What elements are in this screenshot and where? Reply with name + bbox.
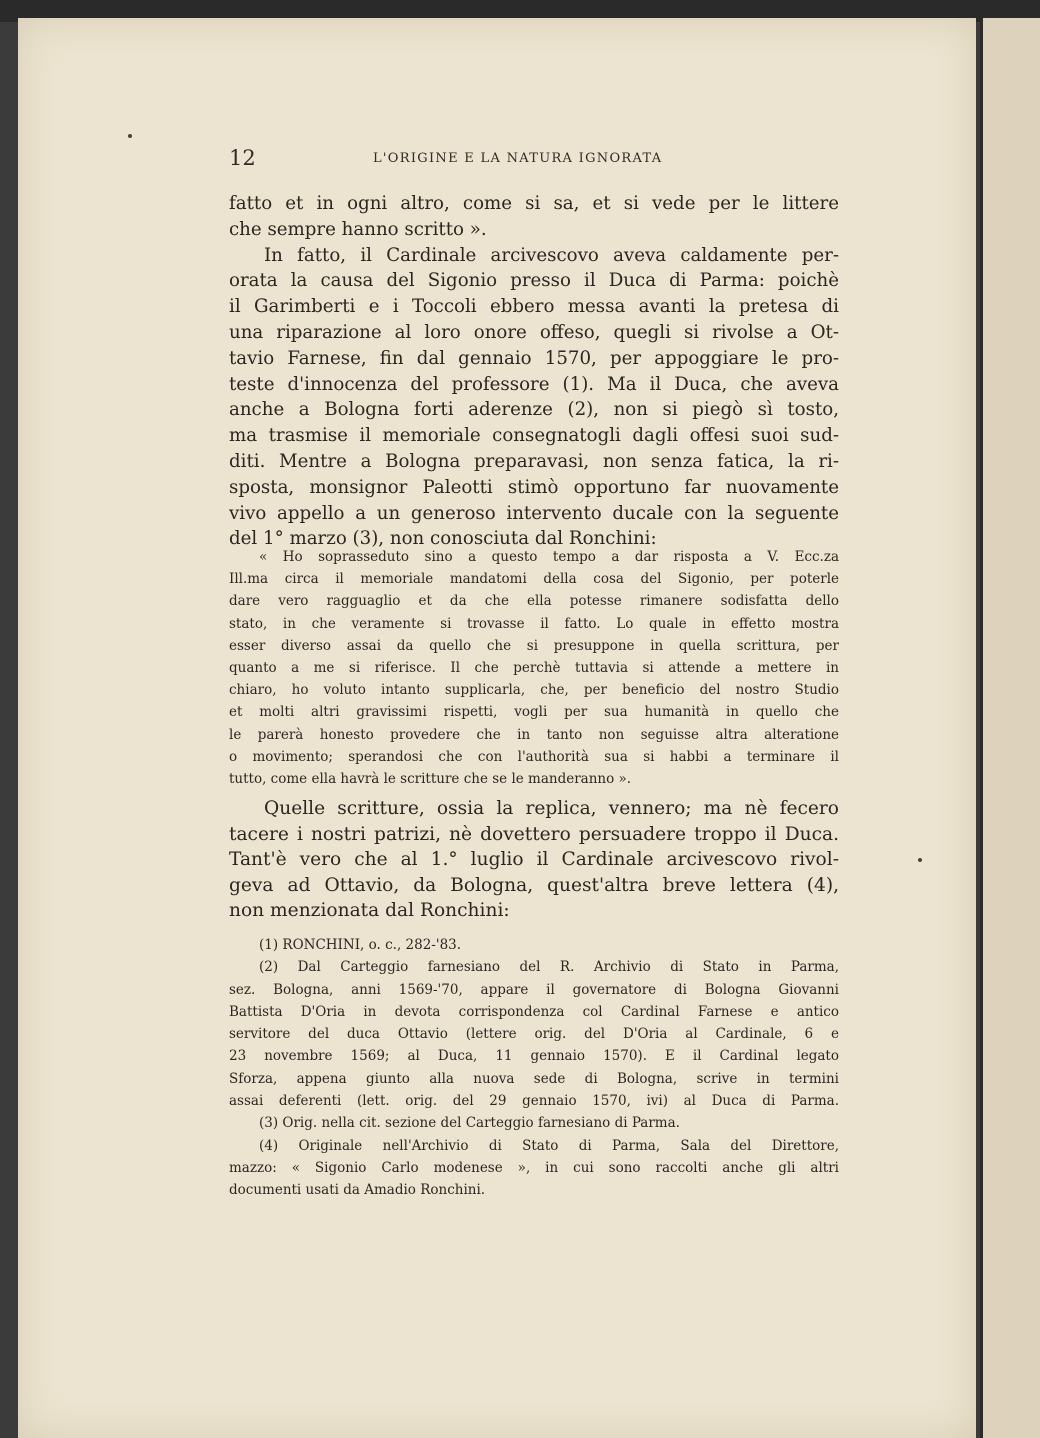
text-line: In fatto, il Cardinale arcivescovo aveva caldamente per- [264,244,839,266]
quote-line: et molti altri gravissimi rispetti, vogli per sua humanità in quello che [229,704,839,721]
text-line: teste d'innocenza del professore (1). Ma il Duca, che aveva [229,373,839,395]
text-line: una riparazione al loro onore offeso, quegli si rivolse a Ot- [229,321,839,343]
footnote-line: (1) RONCHINI, o. c., 282-'83. [259,937,462,953]
footnote-line: (2) Dal Carteggio farnesiano del R. Archivio di Stato in Parma, [259,959,839,976]
page-header [229,146,839,172]
footnote-line: servitore del duca Ottavio (lettere orig. del D'Oria al Cardinale, 6 e [229,1026,839,1043]
running-title: L'ORIGINE E LA NATURA IGNORATA [373,151,663,166]
text-line: diti. Mentre a Bologna preparavasi, non senza fatica, la ri- [229,450,839,472]
text-line: sposta, monsignor Paleotti stimò opportuno far nuovamente [229,476,839,498]
paper-speck [128,134,132,138]
text-line: non menzionata dal Ronchini: [229,900,510,921]
adjacent-page-edge [980,18,1040,1438]
text-line: che sempre hanno scritto ». [229,218,487,240]
body-paragraph-2 [229,796,839,924]
footnote-line: 23 novembre 1569; al Duca, 11 gennaio 1570). E il Cardinal legato [229,1048,839,1065]
letter-quotation [229,546,839,790]
quote-line: o movimento; sperandosi che con l'authorità sua si habbi a terminare il [229,748,839,765]
text-line: fatto et in ogni altro, come si sa, et si vede per le littere [229,193,839,214]
quote-line: Ill.ma circa il memoriale mandatomi della cosa del Sigonio, per poterle [229,571,839,588]
text-line: tavio Farnese, fin dal gennaio 1570, per appoggiare le pro- [229,347,839,369]
footnote-line: Battista D'Oria in devota corrispondenza col Cardinal Farnese e antico [229,1003,839,1020]
footnote-line: mazzo: « Sigonio Carlo modenese », in cui sono raccolti anche gli altri [229,1159,839,1176]
text-line: ma trasmise il memoriale consegnatogli dagli offesi suoi sud- [229,425,839,447]
footnote-line: sez. Bologna, anni 1569-'70, appare il governatore di Bologna Giovanni [229,981,839,998]
body-paragraphs [229,191,839,552]
footnote-line: (3) Orig. nella cit. sezione del Carteggio farnesiano di Parma. [259,1115,680,1132]
quote-line: le parerà honesto provedere che in tanto non seguisse altra alteratione [229,726,839,743]
footnote-line: (4) Originale nell'Archivio di Stato di Parma, Sala del Direttore, [259,1137,839,1154]
text-line: anche a Bologna forti aderenze (2), non si piegò sì tosto, [229,399,839,421]
text-line: il Garimberti e i Toccoli ebbero messa avanti la pretesa di [229,296,839,318]
text-line: geva ad Ottavio, da Bologna, quest'altra breve lettera (4), [229,874,839,896]
quote-line: tutto, come ella havrà le scritture che se le manderanno ». [229,770,632,787]
text-line: Quelle scritture, ossia la replica, vennero; ma nè fecero [264,798,839,819]
text-line: del 1° marzo (3), non conosciuta dal Ronchini: [229,528,657,550]
text-line: vivo appello a un generoso intervento ducale con la seguente [229,502,839,524]
quote-line: stato, in che veramente si trovasse il fatto. Lo quale in effetto mostra [229,615,839,632]
footnote-line: documenti usati da Amadio Ronchini. [229,1182,486,1199]
quote-line: esser diverso assai da quello che si presuppone in quella scrittura, per [229,637,839,654]
footnote-line: assai deferenti (lett. orig. del 29 gennaio 1570, ivi) al Duca di Parma. [229,1093,839,1110]
text-line: tacere i nostri patrizi, nè dovettero persuadere troppo il Duca. [229,823,839,845]
paper-speck [918,858,922,862]
text-line: Tant'è vero che al 1.° luglio il Cardinale arcivescovo rivol- [229,849,839,870]
text-line: orata la causa del Sigonio presso il Duca di Parma: poichè [229,270,839,292]
footnote-line: Sforza, appena giunto alla nuova sede di Bologna, scrive in termini [229,1070,839,1087]
footnotes [229,934,839,1202]
quote-line: quanto a me si riferisce. Il che perchè tuttavia si attende a mettere in [229,659,839,676]
page-number: 12 [229,146,256,170]
quote-line: « Ho soprasseduto sino a questo tempo a dar risposta a V. Ecc.za [259,549,839,565]
quote-line: dare vero ragguaglio et da che ella potesse rimanere sodisfatta dello [229,593,839,610]
quote-line: chiaro, ho voluto intanto supplicarla, che, per beneficio del nostro Studio [229,682,839,699]
